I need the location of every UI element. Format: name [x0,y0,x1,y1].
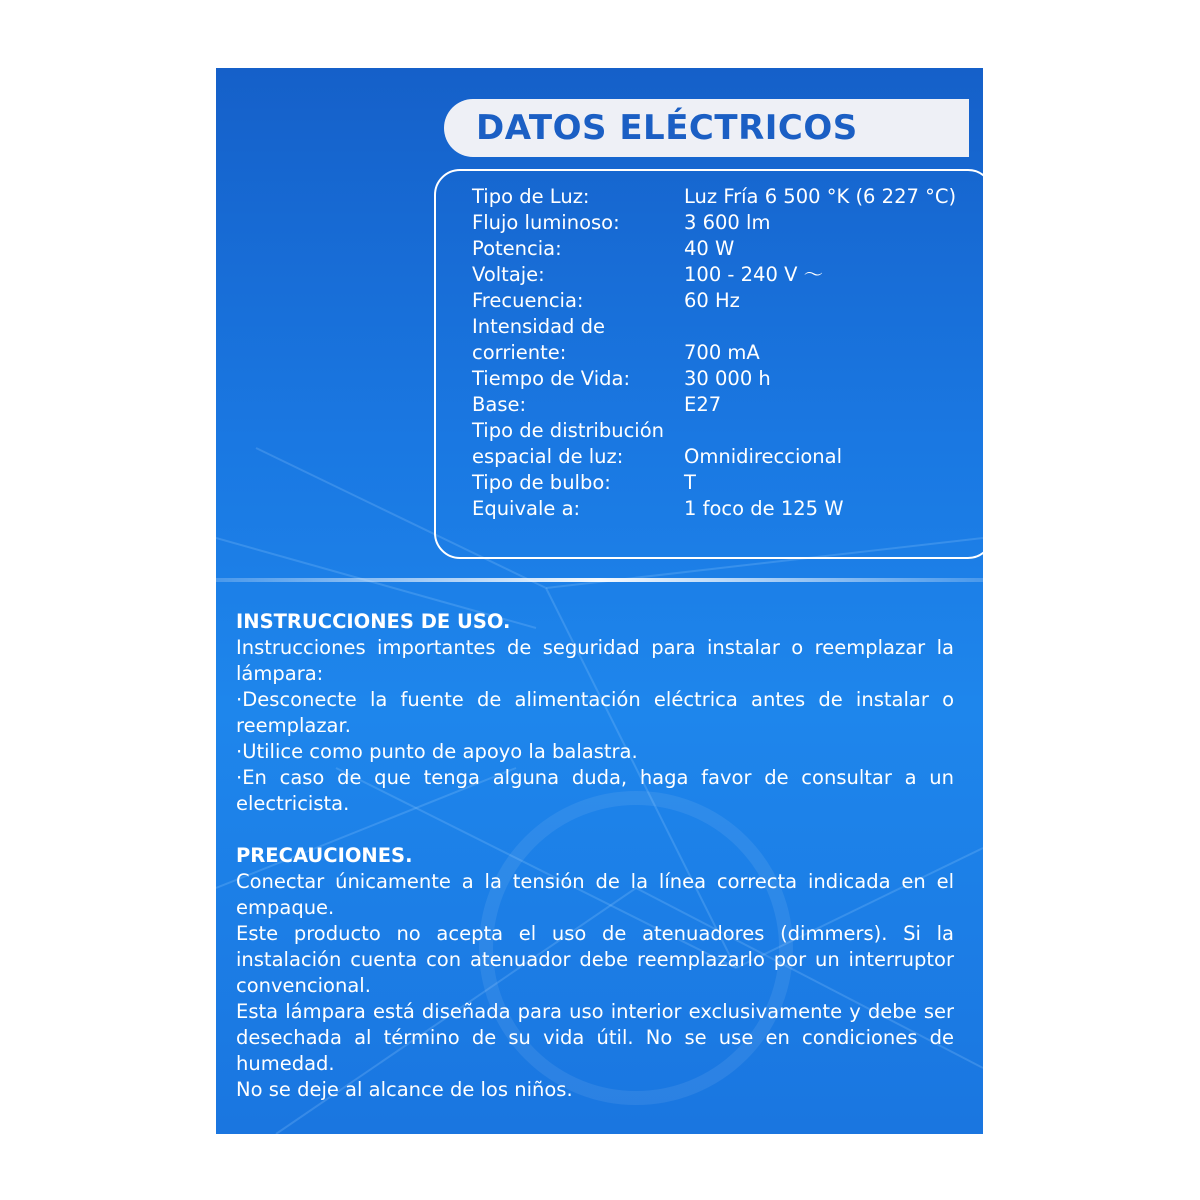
spec-row [472,314,972,366]
precautions-paragraph: Esta lámpara está diseñada para uso interior exclusivamente y debe ser desechada al término de su vida útil. No se use en condiciones de humedad. [236,1000,954,1075]
spec-label: Tiempo de Vida: [472,367,631,390]
spec-row [472,470,972,496]
spec-label: Equivale a: [472,497,581,520]
spec-value: 3 600 lm [684,211,771,234]
precautions-paragraph: Este producto no acepta el uso de atenuadores (dimmers). Si la instalación cuenta con atenuador debe reemplazarlo por un interruptor convencional. [236,922,954,997]
precautions-heading: PRECAUCIONES. [236,844,413,867]
instructions-paragraph: Instrucciones importantes de seguridad para instalar o reemplazar la lámpara: [236,636,954,685]
title-banner [444,99,969,157]
electrical-specs [472,184,972,522]
instructions-paragraph: ·Utilice como punto de apoyo la balastra. [236,740,638,763]
precautions-paragraph: No se deje al alcance de los niños. [236,1078,573,1101]
instructions-heading: INSTRUCCIONES DE USO. [236,610,511,633]
spec-value: E27 [684,393,722,416]
spec-value: T [684,471,696,494]
spec-label: Flujo luminoso: [472,211,620,234]
instructions-paragraph: ·Desconecte la fuente de alimentación eléctrica antes de instalar o reemplazar. [236,688,954,737]
spec-label: Potencia: [472,237,562,260]
spec-row [472,184,972,210]
instructions-paragraph: ·En caso de que tenga alguna duda, haga favor de consultar a un electricista. [236,766,954,815]
spec-label: Tipo de distribución espacial de luz: [472,419,665,468]
spec-value: 100 - 240 V ～ [684,263,824,286]
spec-label: Frecuencia: [472,289,584,312]
spec-value: 1 foco de 125 W [684,497,844,520]
spec-value: Omnidireccional [684,445,843,468]
spec-row [472,288,972,314]
instructions-section [236,609,954,817]
package-panel [216,68,983,1134]
spec-value: 700 mA [684,341,760,364]
spec-label: Intensidad de corriente: [472,315,605,364]
section-title: DATOS ELÉCTRICOS [476,108,858,148]
spec-label: Base: [472,393,527,416]
spec-row [472,262,972,288]
spec-row [472,366,972,392]
precautions-section [236,843,954,1103]
spec-value: Luz Fría 6 500 °K (6 227 °C) [684,185,957,208]
spec-row [472,418,972,470]
section-divider [216,578,983,582]
spec-row [472,210,972,236]
precautions-paragraph: Conectar únicamente a la tensión de la línea correcta indicada en el empaque. [236,870,954,919]
spec-row [472,496,972,522]
spec-value: 30 000 h [684,367,771,390]
spec-value: 60 Hz [684,289,740,312]
spec-label: Tipo de Luz: [472,185,590,208]
spec-label: Voltaje: [472,263,545,286]
spec-value: 40 W [684,237,735,260]
spec-row [472,392,972,418]
spec-label: Tipo de bulbo: [472,471,611,494]
spec-row [472,236,972,262]
